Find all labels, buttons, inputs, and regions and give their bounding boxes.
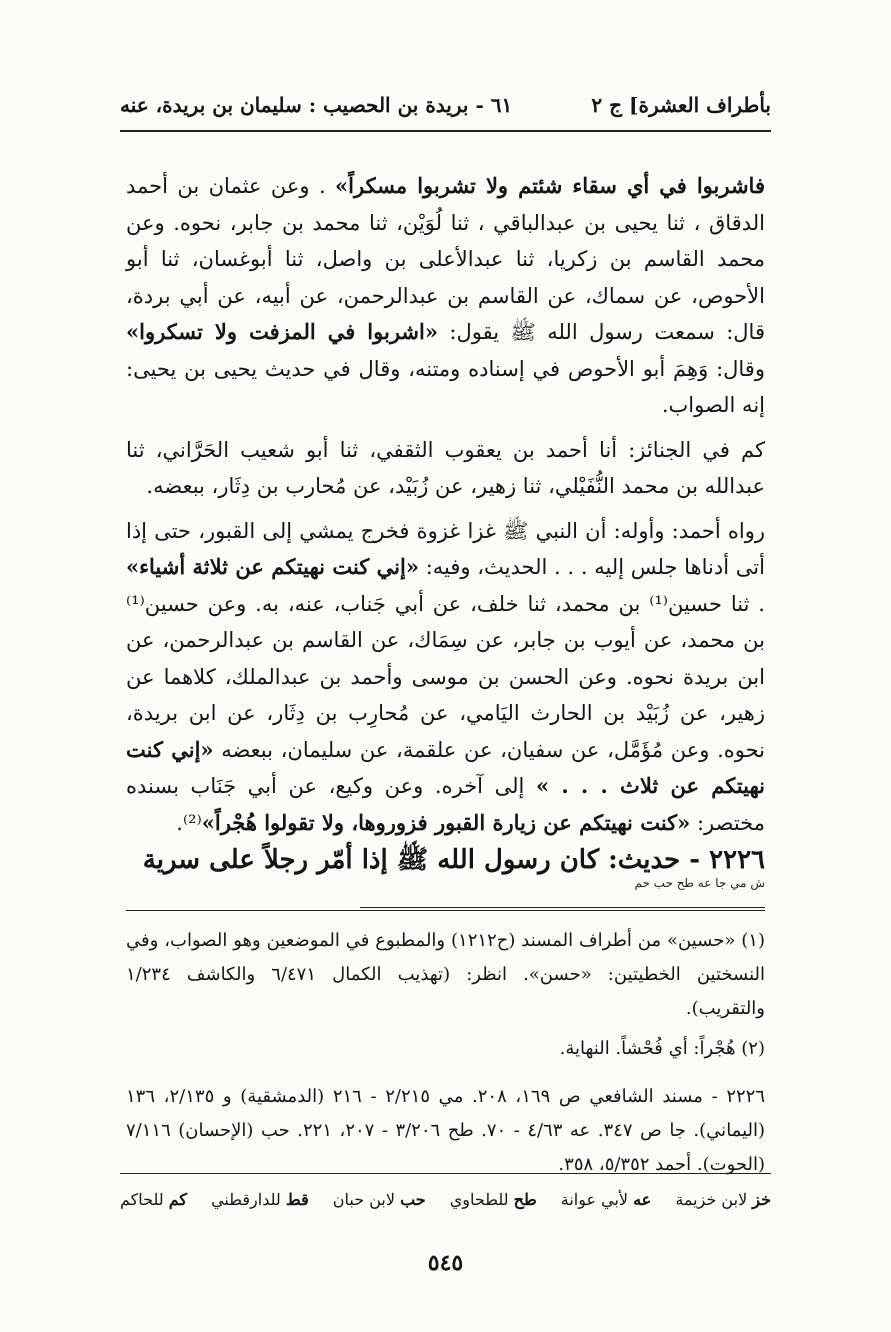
abbrev-label: لابن خزيمة: [675, 1190, 748, 1209]
running-header: [120, 80, 771, 132]
text-run: ⁽²⁾.: [176, 810, 202, 835]
header-chapter: ٦١ - بريدة بن الحصيب : سليمان بن بريدة، عنه: [120, 93, 513, 117]
footnote-2: (٢) هُجْراً: أي فُحْشاً. النهاية.: [559, 1038, 765, 1059]
hadith-heading: ٢٢٢٦ - حديث: كان رسول الله ﷺ إذا أمّر رجلاً على سرية: [126, 840, 765, 911]
text-run: كم في الجنائز: أنا أحمد بن يعقوب الثقفي، ثنا أبو شعيب الحَرَّاني، ثنا عبدالله بن محمد النُّفَيْلي، ثنا زهير، عن زُبَيْد، عن مُحارب بن دِثَار، ببعضه.: [126, 437, 765, 498]
abbrev-code: عه: [633, 1190, 652, 1209]
abbrev-label: للحاكم: [120, 1190, 164, 1209]
text-run: فاشربوا في أي سقاء شئتم ولا تشربوا مسكراً»: [335, 173, 765, 198]
hadith-source-codes: ش مي جا عه طح حب حم: [634, 876, 765, 890]
abbrev-item: [120, 1190, 187, 1209]
bottom-divider: [120, 1173, 771, 1174]
footnote-1: (١) «حسين» من أطراف المسند (ح١٢١٢) والمطبوع في الموضعين وهو الصواب، وفي النسختين الخطيتين: «حسن». انظر: (تهذيب الكمال ٦/٤٧١ والكاشف ١/٢٣٤ والتقريب).: [126, 930, 765, 1019]
text-run: رواه أحمد: وأوله: أن النبي ﷺ غزا غزوة فخرج يمشي إلى القبور، حتى إذا أتى أدناها جلس إليه . . . الحديث، وفيه:: [126, 518, 765, 579]
abbrev-item: [450, 1190, 537, 1209]
text-run: «إني كنت نهيتكم عن ثلاث . . . »: [126, 736, 765, 798]
text-run: إلى آخره. وعن وكيع، عن أبي جَنَاب بسنده مختصر:: [126, 774, 765, 835]
abbrev-label: للطحاوي: [449, 1190, 509, 1209]
source-references: ٢٢٢٦ - مسند الشافعي ص ١٦٩، ٢٠٨. مي ٢/٢١٥ - ٢١٦ (الدمشقية) و ٢/١٣٥، ١٣٦ (اليماني). جا ص ٣٤٧. عه ٤/٦٣ - ٧٠. طح ٣/٢٠٦ - ٢٠٧، ٢٢١. حب (الإحسان) ٧/١١٦ (الحوت). أحمد ٥/٣٥٢، ٣٥٨.: [126, 1086, 766, 1175]
abbrev-code: خز: [752, 1190, 771, 1209]
footnotes: [126, 924, 765, 1188]
abbrev-item: [333, 1190, 426, 1209]
text-run: وقال: وَهِمَ أبو الأحوص في إسناده ومتنه، وقال في حديث يحيى بن يحيى: إنه الصواب.: [126, 356, 765, 417]
abbrev-code: قط: [285, 1190, 309, 1209]
abbrev-item: [211, 1190, 309, 1209]
abbreviations-key: [120, 1190, 771, 1209]
paragraph-2: [126, 432, 765, 505]
text-run: «إني كنت نهيتكم عن ثلاثة أشياء»: [126, 554, 419, 579]
page-number: ٥٤٥: [427, 1250, 464, 1276]
text-run: «اشربوا في المزفت ولا تسكروا»: [126, 319, 438, 344]
abbrev-label: لأبي عوانة: [560, 1190, 629, 1209]
abbrev-item: [675, 1190, 771, 1209]
text-run: . وعن عثمان بن أحمد الدقاق ، ثنا يحيى بن عبدالباقي ، ثنا لُوَيْن، ثنا محمد بن جابر، نحوه. وعن محمد القاسم بن زكريا، ثنا عبدالأعلى بن واصل، ثنا أبوغسان، ثنا أبو الأحوص، عن سماك، عن القاسم بن عبدالرحمن، عن أبيه، عن أبي بردة، قال: سمعت رسول الله ﷺ يقول:: [126, 174, 765, 344]
abbrev-code: كم: [168, 1190, 188, 1209]
paragraph-3: [126, 513, 765, 842]
paragraph-1: [126, 168, 765, 424]
main-text: [126, 168, 765, 849]
text-run: «كنت نهيتكم عن زيارة القبور فزوروها، ولا تقولوا هُجْراً»: [201, 809, 691, 835]
text-run: . ثنا حسين⁽¹⁾ بن محمد، ثنا خلف، عن أبي جَناب، عنه، به. وعن حسين⁽¹⁾ بن محمد، عن أيوب بن جابر، عن سِمَاك، عن القاسم بن عبدالرحمن، عن ابن بريدة نحوه. وعن الحسن بن موسى وأحمد بن عبدالملك، كلاهما عن زهير، عن زُبَيْد بن الحارث اليَامي، عن مُحارِب بن دِثَار، عن ابن بريدة، نحوه. وعن مُؤَمَّل، عن سفيان، عن علقمة، عن سليمان، ببعضه: [126, 591, 765, 762]
abbrev-code: حب: [400, 1190, 426, 1209]
abbrev-label: للدارقطني: [211, 1190, 281, 1209]
abbrev-label: لابن حبان: [332, 1190, 395, 1209]
abbrev-code: طح: [513, 1190, 537, 1209]
footnote-divider: [360, 907, 765, 908]
header-volume: بأطراف العشرة] ج ٢: [591, 93, 771, 117]
abbrev-item: [561, 1190, 652, 1209]
